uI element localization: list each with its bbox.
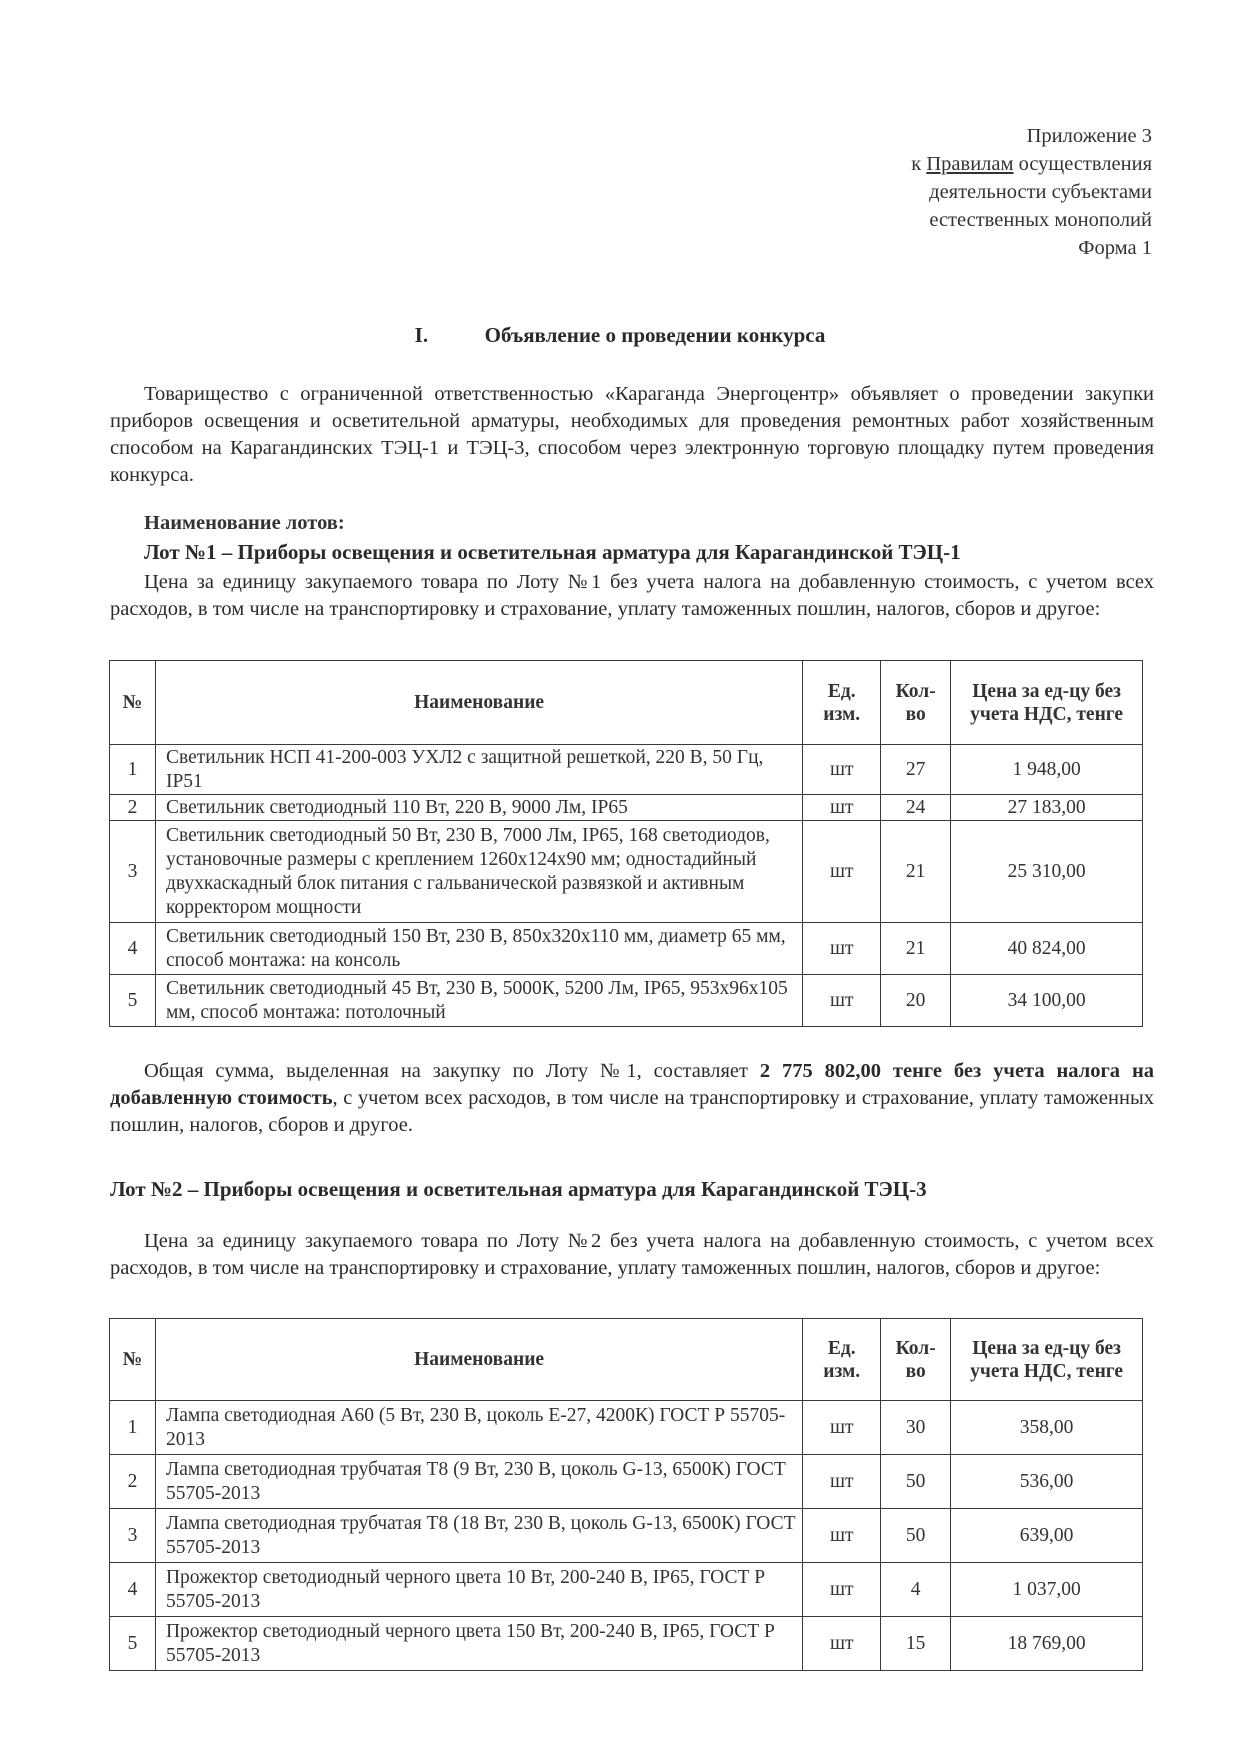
lots-heading: Наименование лотов: xyxy=(144,512,345,534)
table-row xyxy=(110,1401,1143,1455)
lot2-heading: Лот №2 – Приборы освещения и осветительная арматура для Карагандинской ТЭЦ-3 xyxy=(110,1177,927,1201)
lot1-heading: Лот №1 – Приборы освещения и осветительная арматура для Карагандинской ТЭЦ-1 xyxy=(144,540,961,564)
row-qty: 24 xyxy=(881,795,951,821)
col-name-header: Наименование xyxy=(155,1319,802,1401)
col-qty-header: Кол-во xyxy=(881,1319,951,1401)
col-qty-header: Кол-во xyxy=(881,661,951,745)
row-name: Лампа светодиодная трубчатая Т8 (9 Вт, 230 В, цоколь G-13, 6500К) ГОСТ 55705-2013 xyxy=(155,1455,802,1509)
row-unit: шт xyxy=(803,745,881,795)
intro-paragraph: Товарищество с ограниченной ответственностью «Караганда Энергоцентр» объявляет о проведении закупки приборов освещения и осветительной арматуры, необходимых для проведения ремонтных работ хозяйственным способом на Карагандинских ТЭЦ-1 и ТЭЦ-3, способом через электронную торговую площадку путем проведения конкурса. xyxy=(110,383,1154,486)
table-row xyxy=(110,1563,1143,1617)
lot1-total-paragraph: Общая сумма, выделенная на закупку по Лоту №1, составляет 2 775 802,00 тенге без учета налога на добавленную стоимость, с учетом всех расходов, в том числе на транспортировку и страхование, уплату таможенных пошлин, налогов, сборов и другое. xyxy=(110,1060,1154,1136)
annex-line-3: деятельности субъектами xyxy=(929,181,1152,203)
col-unit-header: Ед. изм. xyxy=(803,661,881,745)
row-name: Лампа светодиодная трубчатая Т8 (18 Вт, 230 В, цоколь G-13, 6500К) ГОСТ 55705-2013 xyxy=(155,1509,802,1563)
row-name: Прожектор светодиодный черного цвета 10 Вт, 200-240 В, IP65, ГОСТ Р 55705-2013 xyxy=(155,1563,802,1617)
lot2-table-header xyxy=(110,1319,1143,1401)
row-qty: 27 xyxy=(881,745,951,795)
row-name: Светильник светодиодный 110 Вт, 220 В, 9000 Лм, IP65 xyxy=(155,795,802,821)
col-unit-header: Ед. изм. xyxy=(803,1319,881,1401)
table-row xyxy=(110,1455,1143,1509)
row-no: 1 xyxy=(110,1401,156,1455)
col-price-header: Цена за ед-цу без учета НДС, тенге xyxy=(951,661,1143,745)
row-unit: шт xyxy=(803,1617,881,1671)
row-qty: 50 xyxy=(881,1455,951,1509)
row-name: Светильник светодиодный 45 Вт, 230 В, 5000К, 5200 Лм, IP65, 953х96х105 мм, способ монтажа: потолочный xyxy=(155,975,802,1027)
table-row xyxy=(110,923,1143,975)
row-no: 3 xyxy=(110,821,156,923)
row-unit: шт xyxy=(803,1563,881,1617)
row-name: Светильник светодиодный 150 Вт, 230 В, 850х320х110 мм, диаметр 65 мм, способ монтажа: на консоль xyxy=(155,923,802,975)
col-name-header: Наименование xyxy=(155,661,802,745)
section-number: I. xyxy=(414,323,429,347)
row-qty: 21 xyxy=(881,821,951,923)
row-unit: шт xyxy=(803,975,881,1027)
row-price: 40 824,00 xyxy=(951,923,1143,975)
row-price: 27 183,00 xyxy=(951,795,1143,821)
table-row xyxy=(110,821,1143,923)
row-price: 18 769,00 xyxy=(951,1617,1143,1671)
lot1-price-note: Цена за единицу закупаемого товара по Лоту №1 без учета налога на добавленную стоимость, с учетом всех расходов, в том числе на транспортировку и страхование, уплату таможенных пошлин, налогов, сборов и другое: xyxy=(110,571,1154,620)
col-no-header: № xyxy=(110,661,156,745)
annex-header xyxy=(911,122,1152,262)
annex-line-1: Приложение 3 xyxy=(1026,125,1152,147)
row-price: 1 037,00 xyxy=(951,1563,1143,1617)
row-name: Светильник светодиодный 50 Вт, 230 В, 7000 Лм, IP65, 168 светодиодов, установочные размеры с креплением 1260х124х90 мм; одностадийный двухкаскадный блок питания с гальванической развязкой и активным корректором мощности xyxy=(155,821,802,923)
annex-line-5: Форма 1 xyxy=(1078,237,1152,259)
row-no: 5 xyxy=(110,975,156,1027)
lot1-table-header xyxy=(110,661,1143,745)
lot1-total-amount: 2 775 802,00 тенге без учета налога на добавленную стоимость xyxy=(110,1060,1154,1109)
row-qty: 21 xyxy=(881,923,951,975)
row-no: 5 xyxy=(110,1617,156,1671)
col-price-header: Цена за ед-цу без учета НДС, тенге xyxy=(951,1319,1143,1401)
row-price: 1 948,00 xyxy=(951,745,1143,795)
lot1-table xyxy=(109,660,1143,1027)
row-no: 4 xyxy=(110,923,156,975)
row-qty: 20 xyxy=(881,975,951,1027)
lot2-price-note: Цена за единицу закупаемого товара по Лоту №2 без учета налога на добавленную стоимость, с учетом всех расходов, в том числе на транспортировку и страхование, уплату таможенных пошлин, налогов, сборов и другое: xyxy=(110,1230,1154,1279)
row-price: 34 100,00 xyxy=(951,975,1143,1027)
table-row xyxy=(110,795,1143,821)
row-unit: шт xyxy=(803,1509,881,1563)
row-no: 2 xyxy=(110,1455,156,1509)
row-no: 4 xyxy=(110,1563,156,1617)
table-row xyxy=(110,1617,1143,1671)
table-row xyxy=(110,975,1143,1027)
row-unit: шт xyxy=(803,1401,881,1455)
row-price: 536,00 xyxy=(951,1455,1143,1509)
table-row xyxy=(110,745,1143,795)
row-unit: шт xyxy=(803,821,881,923)
row-name: Лампа светодиодная А60 (5 Вт, 230 В, цоколь Е-27, 4200К) ГОСТ Р 55705-2013 xyxy=(155,1401,802,1455)
annex-line-2: к Правилам осуществления xyxy=(911,153,1152,175)
row-unit: шт xyxy=(803,923,881,975)
row-name: Светильник НСП 41-200-003 УХЛ2 с защитной решеткой, 220 В, 50 Гц, IP51 xyxy=(155,745,802,795)
row-qty: 4 xyxy=(881,1563,951,1617)
row-qty: 30 xyxy=(881,1401,951,1455)
row-no: 1 xyxy=(110,745,156,795)
lot2-table xyxy=(109,1318,1143,1671)
row-qty: 50 xyxy=(881,1509,951,1563)
col-no-header: № xyxy=(110,1319,156,1401)
row-unit: шт xyxy=(803,1455,881,1509)
row-no: 3 xyxy=(110,1509,156,1563)
row-price: 25 310,00 xyxy=(951,821,1143,923)
table-row xyxy=(110,1509,1143,1563)
row-no: 2 xyxy=(110,795,156,821)
row-qty: 15 xyxy=(881,1617,951,1671)
section-title-text: Объявление о проведении конкурса xyxy=(484,323,826,347)
row-name: Прожектор светодиодный черного цвета 150 Вт, 200-240 В, IP65, ГОСТ Р 55705-2013 xyxy=(155,1617,802,1671)
row-price: 639,00 xyxy=(951,1509,1143,1563)
rules-link[interactable]: Правилам xyxy=(926,153,1014,175)
row-unit: шт xyxy=(803,795,881,821)
annex-line-4: естественных монополий xyxy=(929,209,1152,231)
row-price: 358,00 xyxy=(951,1401,1143,1455)
section-title xyxy=(0,323,1240,348)
